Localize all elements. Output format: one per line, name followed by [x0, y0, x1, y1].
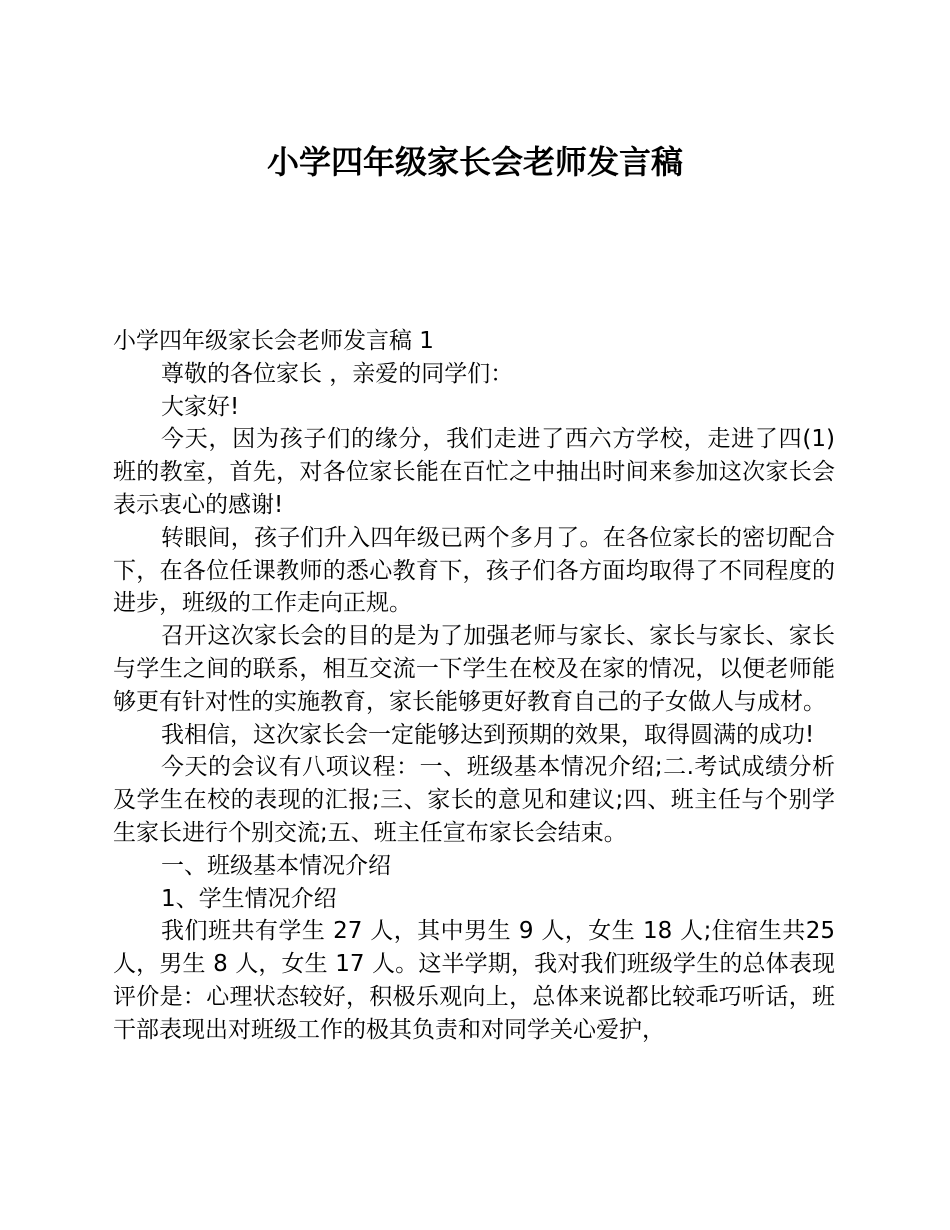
document-title: 小学四年级家长会老师发言稿 — [266, 143, 683, 181]
paragraph: 我相信，这次家长会一定能够达到预期的效果，取得圆满的成功! — [161, 721, 815, 748]
paragraph: 今天的会议有八项议程：一、班级基本情况介绍;二.考试成绩分析及学生在校的表现的汇报;三、家长的意见和建议;四、班主任与个别学生家长进行个别交流;五、班主任宣布家长会结束。 — [113, 754, 835, 846]
greeting: 大家好! — [161, 393, 240, 420]
paragraph: 召开这次家长会的目的是为了加强老师与家长、家长与家长、家长与学生之间的联系，相互交流一下学生在校及在家的情况，以便老师能够更有针对性的实施教育，家长能够更好教育自己的子女做人与成材。 — [113, 623, 835, 715]
paragraph: 我们班共有学生 27 人，其中男生 9 人，女生 18 人;住宿生共25 人，男生 8 人，女生 17 人。这半学期，我对我们班级学生的总体表现评价是：心理状态较好，积极乐观向上，总体来说都比较乖巧听话，班干部表现出对班级工作的极其负责和对同学关心爱护， — [113, 918, 835, 1043]
salutation: 尊敬的各位家长 ，亲爱的同学们： — [161, 360, 514, 387]
section-heading: 小学四年级家长会老师发言稿 1 — [113, 328, 434, 354]
subsection-heading: 1、学生情况介绍 — [161, 885, 337, 912]
document-body — [113, 325, 835, 1047]
paragraph: 转眼间，孩子们升入四年级已两个多月了。在各位家长的密切配合下，在各位任课教师的悉心教育下，孩子们各方面均取得了不同程度的进步，班级的工作走向正规。 — [113, 524, 835, 617]
subsection-heading: 一、班级基本情况介绍 — [161, 852, 391, 879]
paragraph: 今天，因为孩子们的缘分，我们走进了西六方学校，走进了四(1)班的教室，首先，对各位家长能在百忙之中抽出时间来参加这次家长会表示衷心的感谢! — [113, 426, 835, 518]
